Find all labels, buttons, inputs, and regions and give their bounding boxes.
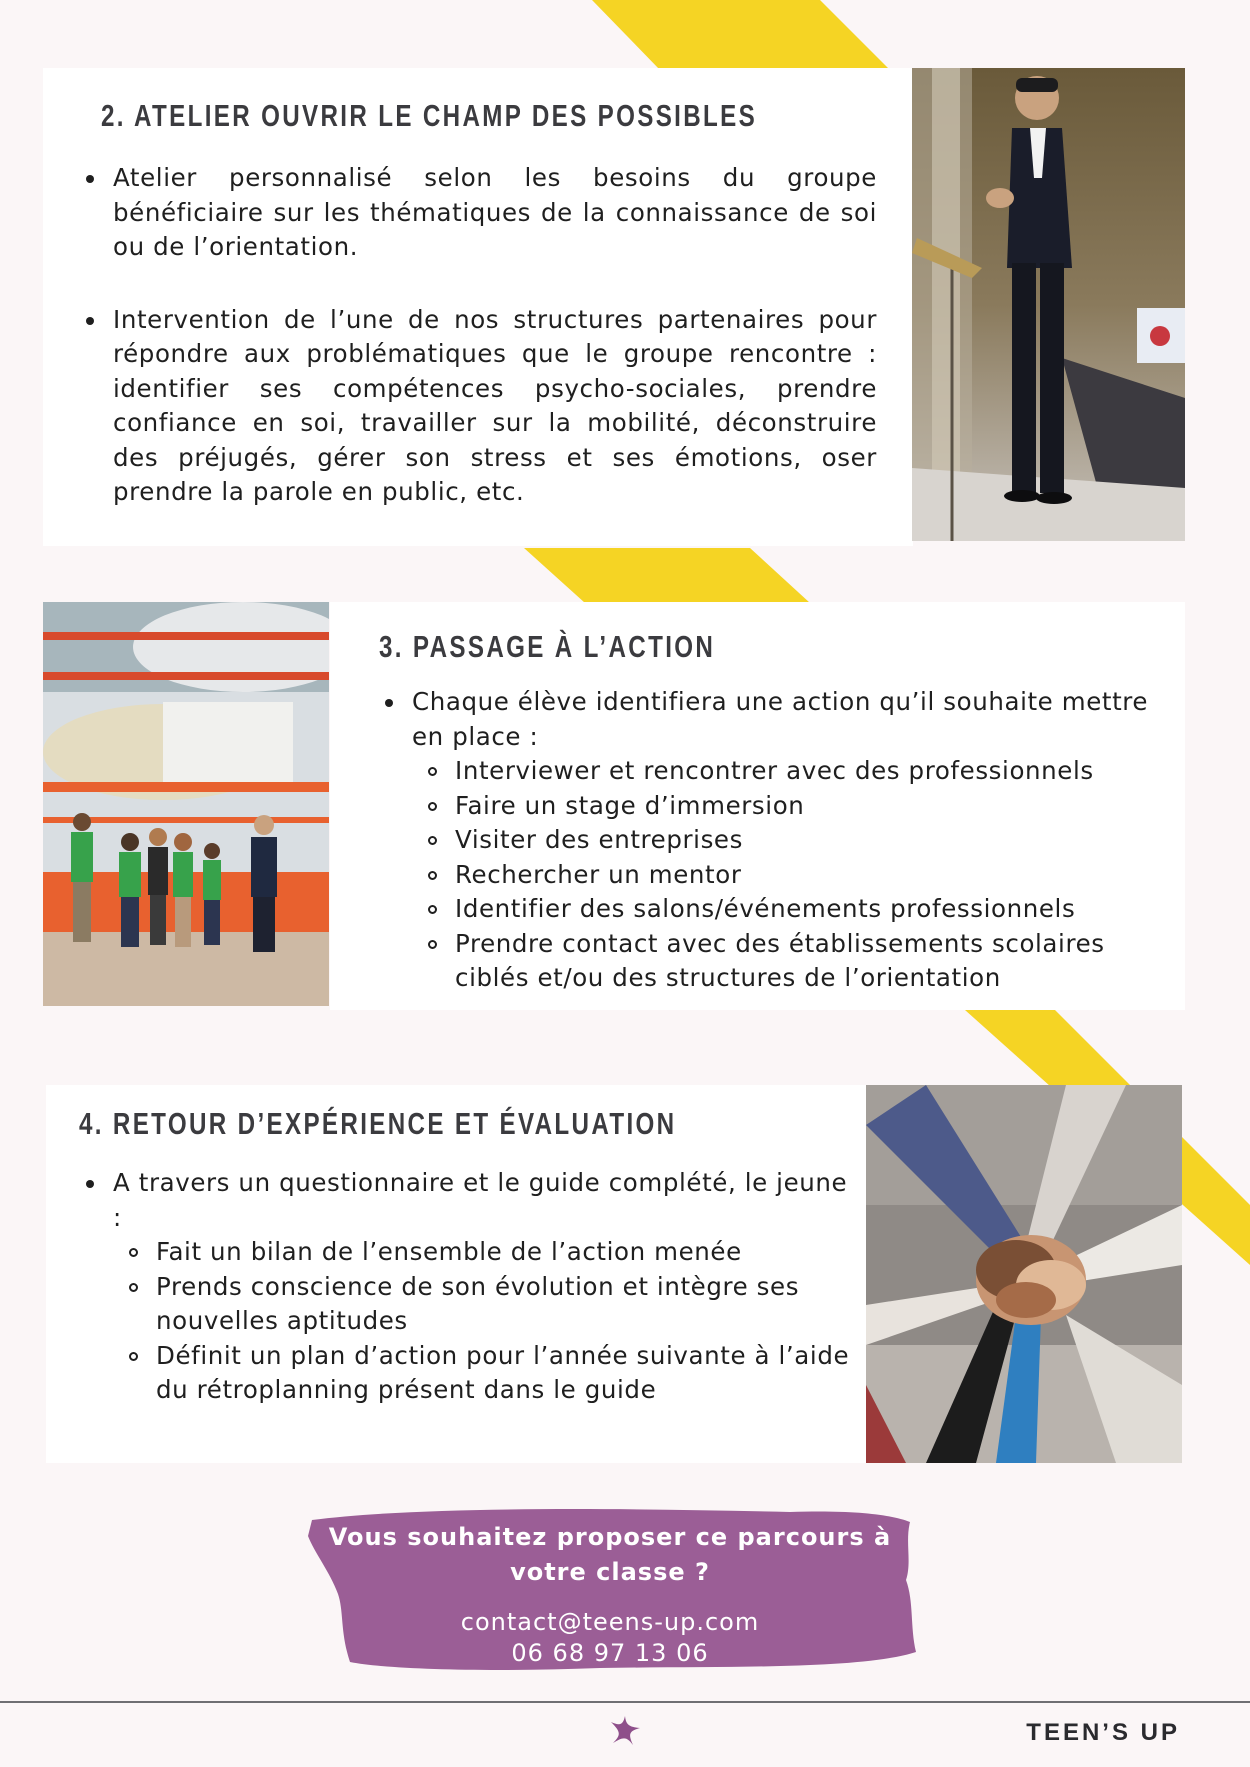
list-item: Interviewer et rencontrer avec des professionnels: [455, 754, 1172, 789]
list-item: Atelier personnalisé selon les besoins du groupe bénéficiaire sur les thématiques de la connaissance de soi ou de l’orientation.: [113, 161, 877, 265]
footer-divider: [0, 1701, 1250, 1703]
section-4-sublist: [156, 1235, 863, 1408]
contact-phone[interactable]: 06 68 97 13 06: [511, 1639, 709, 1667]
section-4-bullets: [113, 1166, 863, 1408]
speaker-photo: [912, 68, 1185, 541]
contact-email[interactable]: contact@teens-up.com: [460, 1608, 760, 1636]
section-3-sublist: [455, 754, 1172, 996]
section-3-intro: Chaque élève identifiera une action qu’il souhaite mettre en place :: [412, 687, 1149, 751]
section-2-bullets: [113, 161, 877, 510]
cta-line-1: Vous souhaitez proposer ce parcours à: [328, 1523, 892, 1551]
yellow-stripe-middle: [0, 548, 1250, 603]
list-item: Identifier des salons/événements professionnels: [455, 892, 1172, 927]
list-item: [412, 685, 1172, 996]
cta-question: [300, 1520, 920, 1590]
list-item: Rechercher un mentor: [455, 858, 1172, 893]
hands-together-photo: [866, 1085, 1182, 1463]
list-item: Définit un plan d’action pour l’année suivante à l’aide du rétroplanning présent dans le guide: [156, 1339, 863, 1408]
list-item: Prends conscience de son évolution et intègre ses nouvelles aptitudes: [156, 1270, 863, 1339]
list-item: [113, 1166, 863, 1408]
star-logo-icon: [607, 1712, 643, 1748]
section-4-title: 4. RETOUR D’EXPÉRIENCE ET ÉVALUATION: [79, 1106, 677, 1141]
section-2-title: 2. ATELIER OUVRIR LE CHAMP DES POSSIBLES: [101, 98, 758, 133]
section-3-bullets: [412, 685, 1172, 996]
list-item: Faire un stage d’immersion: [455, 789, 1172, 824]
list-item: Visiter des entreprises: [455, 823, 1172, 858]
section-4-intro: A travers un questionnaire et le guide complété, le jeune :: [113, 1168, 848, 1232]
section-3-title: 3. PASSAGE À L’ACTION: [379, 629, 716, 664]
yellow-stripe-top: [0, 0, 1250, 70]
cta-line-2: votre classe ?: [510, 1558, 710, 1586]
brand-name: TEEN’S UP: [1026, 1719, 1180, 1746]
list-item: Prendre contact avec des établissements scolaires ciblés et/ou des structures de l’orientation: [455, 927, 1172, 996]
cta-contact: [300, 1607, 920, 1669]
factory-visit-photo: [43, 602, 329, 1006]
list-item: Fait un bilan de l’ensemble de l’action menée: [156, 1235, 863, 1270]
list-item: Intervention de l’une de nos structures partenaires pour répondre aux problématiques que le groupe rencontre : identifier ses compétences psycho-sociales, prendre confiance en soi, travailler sur la mobilité, déconstruire des préjugés, gérer son stress et ses émotions, oser prendre la parole en public, etc.: [113, 303, 877, 510]
